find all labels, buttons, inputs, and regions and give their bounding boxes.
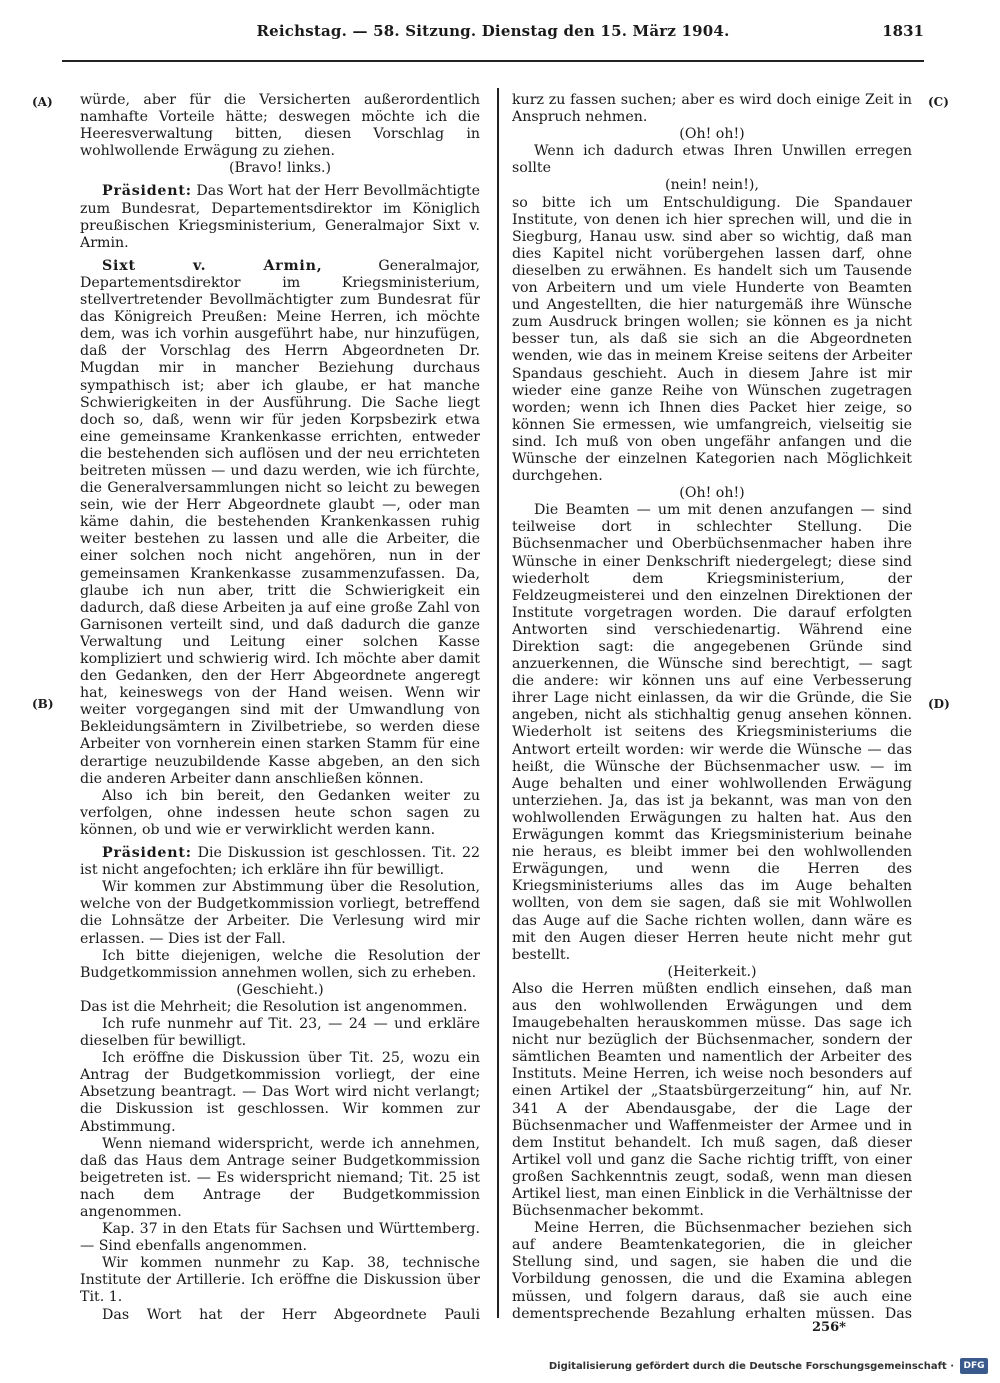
- speaker-name: Sixt v. Armin,: [102, 257, 323, 274]
- margin-marker-a: (A): [32, 95, 53, 109]
- sheet-signature: 256*: [812, 1320, 846, 1335]
- paragraph: kurz zu fassen suchen; aber es wird doch einige Zeit in Anspruch nehmen.: [512, 92, 912, 126]
- interjection: (Oh! oh!): [679, 126, 745, 143]
- right-column: [512, 92, 912, 1322]
- footer: [549, 1356, 988, 1376]
- paragraph: Präsident: Das Wort hat der Herr Bevollmächtigte zum Bundesrat, Departementsdirektor im Königlich preußischen Kriegsministerium, Generalmajor Sixt v. Armin.: [80, 183, 480, 251]
- speaker-name: Präsident:: [102, 183, 192, 200]
- margin-marker-b: (B): [32, 697, 54, 711]
- footer-credit: Digitalisierung gefördert durch die Deutsche Forschungsgemeinschaft ·: [548, 1360, 954, 1372]
- paragraph: Kap. 37 in den Etats für Sachsen und Württemberg. — Sind ebenfalls angenommen.: [80, 1221, 480, 1255]
- paragraph: Das ist die Mehrheit; die Resolution ist angenommen.: [80, 998, 468, 1015]
- page-number: 1831: [882, 22, 924, 40]
- interjection: (Heiterkeit.): [667, 963, 757, 980]
- paragraph: Wir kommen zur Abstimmung über die Resolution, welche von der Budgetkommission vorliegt, betreffend die Lohnsätze der Arbeiter. Die Verlesung wird mir erlassen. — Dies ist der Fall.: [80, 879, 480, 947]
- paragraph: Wenn niemand widerspricht, werde ich annehmen, daß das Haus dem Antrage seiner Budgetkommission beigetreten ist. — Es widerspricht niemand; Tit. 25 ist nach dem Antrage der Budgetkommission angenommen.: [80, 1135, 480, 1220]
- column-divider: [497, 88, 499, 1318]
- interjection: (nein! nein!),: [665, 177, 759, 194]
- paragraph: Sixt v. Armin, Generalmajor, Departementsdirektor im Kriegsministerium, stellvertretender Bevollmächtigter zum Bundesrat für das Königreich Preußen: Meine Herren, ich möchte dem, was ich vorhin ausgeführt habe, nur hinzufügen, daß der Vorschlag des Herrn Abgeordneten Dr. Mugdan mir in mancher Beziehung durchaus sympathisch ist; aber ich glaube, er hat manche Schwierigkeiten in der Ausführung. Die Sache liegt doch so, daß, wenn wir für jeden Korpsbezirk etwa eine gemeinsame Krankenkasse errichten, entweder die bestehenden sich auflösen und der neu errichteten beitreten müssen — und dazu werden, wie ich fürchte, die Generalversammlungen nicht so leicht zu bewegen sein, wie der Herr Abgeordnete glaubt —, oder man käme dahin, die bestehenden Krankenkassen ruhig weiter bestehen zu lassen und alle die Arbeiter, die einer solchen noch nicht angehören, nun in der gemeinsamen Krankenkasse zusammenzufassen. Da, glaube ich nun aber, tritt die Schwierigkeit ein dadurch, daß diese Arbeiten ja auf eine große Zahl von Garnisonen verteilt sind, und daß dadurch die ganze Verwaltung und Leitung einer solchen Kasse kompliziert und schwierig wird. Ich möchte aber damit den Gedanken, den der Herr Abgeordnete angeregt hat, keineswegs von der Hand weisen. Wenn wir weiter vorgegangen sind mit der Umwandlung von Bekleidungsämtern in Zivilbetriebe, so werden diese Arbeiter von vornherein einen starken Stamm für eine derartige neuzubildende Kasse abgeben, an den sich die anderen Arbeiter dann anschließen können.: [80, 257, 480, 787]
- speaker-name: Präsident:: [102, 845, 192, 862]
- paragraph: Wenn ich dadurch etwas Ihren Unwillen erregen sollte: [512, 143, 912, 177]
- interjection: (Geschieht.): [236, 981, 324, 998]
- paragraph: Ich bitte diejenigen, welche die Resolution der Budgetkommission annehmen wollen, sich zu erheben.: [80, 947, 480, 981]
- page-header: [62, 10, 924, 62]
- left-column: [80, 92, 480, 1322]
- paragraph: Ich rufe nunmehr auf Tit. 23, — 24 — und erkläre dieselben für bewilligt.: [80, 1015, 480, 1050]
- interjection: (Oh! oh!): [679, 485, 745, 502]
- paragraph: Ich eröffne die Diskussion über Tit. 25, wozu ein Antrag der Budgetkommission vorliegt, der eine Absetzung beantragt. — Das Wort wird nicht verlangt; die Diskussion ist geschlossen. Wir kommen zur Abstimmung.: [80, 1050, 480, 1135]
- margin-marker-c: (C): [928, 95, 949, 109]
- running-title: Reichstag. — 58. Sitzung. Dienstag den 15. März 1904.: [256, 22, 730, 40]
- paragraph: Die Beamten — um mit denen anzufangen — sind teilweise dort in schlechter Stellung. Die Büchsenmacher und Oberbüchsenmacher haben ihre Wünsche in einer Denkschrift niedergelegt; diese sind wiederholt dem Kriegsministerium, der Feldzeugmeisterei und den einzelnen Direktionen der Institute vorgetragen worden. Die darauf erfolgten Antworten sind verschiedenartig. Während eine Direktion sagt: die angegebenen Gründe sind anzuerkennen, die Wünsche sind berechtigt, — sagt die andere: wir können uns auf eine Verbesserung ihrer Lage nicht einlassen, da wir die Gründe, die Sie angeben, nicht als stichhaltig genug ansehen können. Wiederholt ist seitens des Kriegsministeriums die Antwort erteilt worden: wir werde die Wünsche — das heißt, die Wünsche der Büchsenmacher usw. — im Auge behalten und einer wohlwollenden Erwägung unterziehen. Ja, das ist ja bekannt, was man von den wohlwollenden Erwägungen zu halten hat. Aus den Erwägungen kommt das Kriegsministerium beinahe nie heraus, es bleibt immer bei den wohlwollenden Erwägungen, und wenn die Herren des Kriegsministeriums alles das im Auge behalten wollten, von dem sie sagen, daß sie mit Wohlwollen das Auge auf die Sache richten wollen, dann wäre es mit den Augen dieser Herren heute nicht mehr gut bestellt.: [512, 502, 912, 963]
- paragraph: würde, aber für die Versicherten außerordentlich namhafte Vorteile hätte; deswegen möchte ich die Heeresverwaltung bitten, diesen Vorschlag in wohlwollende Erwägung zu ziehen.: [80, 92, 480, 160]
- paragraph: Wir kommen nunmehr zu Kap. 38, technische Institute der Artillerie. Ich eröffne die Diskussion über Tit. 1.: [80, 1255, 480, 1306]
- interjection: (Bravo! links.): [228, 160, 332, 177]
- paragraph: Also die Herren müßten endlich einsehen, daß man aus den wohlwollenden Erwägungen und dem Imaugebehalten herauskommen müsse. Das sage ich nicht nur bezüglich der Büchsenmacher, sondern der sämtlichen Beamten und namentlich der Arbeiter des Instituts. Meine Herren, ich weise noch besonders auf einen Artikel der „Staatsbürgerzeitung“ hin, auf Nr. 341 A der Abendausgabe, der die Lage der Büchsenmacher und Waffenmeister der Armee und in dem Institut behandelt. Ich muß sagen, daß dieser Artikel voll und ganz die Sache richtig trifft, von einer großen Sachkenntnis zeugt, sodaß, wenn man diesen Artikel liest, man einen Einblick in die Verhältnisse der Büchsenmacher bekommt.: [512, 980, 912, 1220]
- dfg-logo-icon: DFG: [960, 1358, 988, 1374]
- paragraph: Präsident: Die Diskussion ist geschlossen. Tit. 22 ist nicht angefochten; ich erkläre ihn für bewilligt.: [80, 845, 480, 879]
- margin-marker-d: (D): [928, 697, 950, 711]
- paragraph: Das Wort hat der Herr Abgeordnete Pauli: [102, 1306, 480, 1322]
- paragraph: Also ich bin bereit, den Gedanken weiter zu verfolgen, ohne indessen heute schon sagen zu können, ob und wie er verwirklicht werden kann.: [80, 787, 480, 838]
- paragraph: Meine Herren, die Büchsenmacher beziehen sich auf andere Beamtenkategorien, die in gleicher Stellung sind, und sagen, sie haben die und die Vorbildung genossen, die und die Examina ablegen müssen, und folgern daraus, daß sie auch eine dementsprechende Bezahlung erhalten müssen. Das: [512, 1220, 912, 1322]
- paragraph: so bitte ich um Entschuldigung. Die Spandauer Institute, von denen ich hier sprechen will, und die in Siegburg, Hanau usw. sind aber so wichtig, daß man dies Kapitel nicht vorübergehen lassen darf, ohne dieselben zu erwähnen. Es handelt sich um Tausende von Arbeitern und um viele Hunderte von Beamten und Angestellten, die hier naturgemäß ihre Wünsche zum Ausdruck bringen wollen; sie können es ja nicht besser tun, als daß sie sich an die Abgeordneten wenden, wie das in meinem Kreise seitens der Arbeiter Spandaus geschieht. Auch in diesem Jahre ist mir wieder eine ganze Reihe von Wünschen zugetragen worden; wenn ich Ihnen dies Packet hier zeige, so können Sie ermessen, wie umfangreich, vielseitig sie sind. Ich muß von oben ungefähr anfangen und die Wünsche der einzelnen Kategorien nach Möglichkeit durchgehen.: [512, 194, 912, 485]
